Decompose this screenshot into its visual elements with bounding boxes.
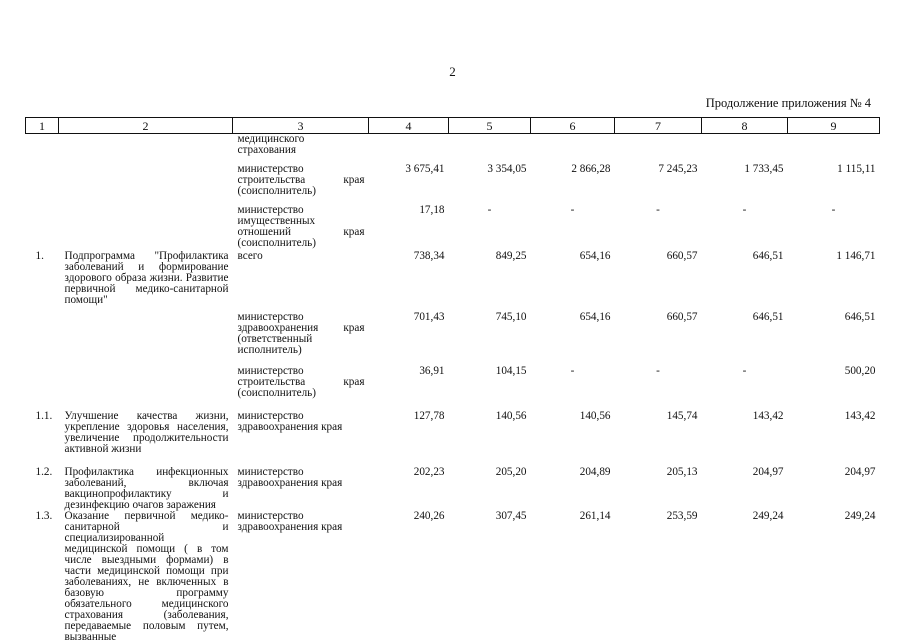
page-number: 2 xyxy=(449,64,456,79)
measure-name: Оказание первичной медико-санитарной и специализированной медицинской помощи ( в том числе выездными формами) в части медицинской помощи при заболеваниях, не включенных в базовую программу обязательного медицинского страхования (заболевания, передаваемые половым путем, вызванные xyxy=(64,510,229,643)
year-amount: 104,15 xyxy=(495,365,527,377)
year-amount: 307,45 xyxy=(495,510,527,522)
year-amount: 17,18 xyxy=(419,204,445,216)
measure-name xyxy=(59,156,233,197)
row-number: 1.2. xyxy=(35,466,53,478)
table-row xyxy=(26,455,880,511)
year-amount: 1 733,45 xyxy=(744,163,784,175)
executor: министерство здравоохранения края xyxy=(237,466,343,489)
table-row xyxy=(26,197,880,249)
measure-name xyxy=(59,356,233,399)
year-amount: 646,51 xyxy=(752,250,784,262)
table-row xyxy=(26,511,880,643)
measure-name: Улучшение качества жизни, укрепление здоровья населения, увеличение продолжительности активной жизни xyxy=(64,410,229,455)
appendix-caption: Продолжение приложения № 4 xyxy=(705,96,871,110)
year-amount: 660,57 xyxy=(666,311,698,323)
year-amount: 204,97 xyxy=(752,466,784,478)
row-number: 1.3. xyxy=(35,510,53,522)
executor: министерство строительства края (соисполнитель) xyxy=(237,163,365,197)
year-amount: 646,51 xyxy=(752,311,784,323)
table-row xyxy=(26,249,880,306)
year-amount: 205,20 xyxy=(495,466,527,478)
year-amount: 204,97 xyxy=(844,466,876,478)
header-col-8: 8 xyxy=(702,118,788,134)
executor: министерство строительства края (соисполнитель) xyxy=(237,365,365,399)
year-amount: - xyxy=(656,204,660,216)
table-row xyxy=(26,356,880,399)
measure-name: Профилактика инфекционных заболеваний, включая вакцинопрофилактику и дезинфекцию очагов заражения xyxy=(64,466,229,511)
row-number xyxy=(26,356,59,399)
header-col-5: 5 xyxy=(449,118,531,134)
year-amount: - xyxy=(656,365,660,377)
year-amount: 253,59 xyxy=(666,510,698,522)
executor: министерство здравоохранения края xyxy=(237,510,343,533)
year-amount: 660,57 xyxy=(666,250,698,262)
year-amount: 140,56 xyxy=(579,410,611,422)
year-amount: 240,26 xyxy=(413,510,445,522)
year-amount: 3 354,05 xyxy=(487,163,527,175)
year-amount: 249,24 xyxy=(752,510,784,522)
year-amount: - xyxy=(570,204,575,216)
year-amount: 2 866,28 xyxy=(571,163,611,175)
year-amount: 654,16 xyxy=(579,250,611,262)
measure-name xyxy=(59,197,233,249)
year-amount: - xyxy=(742,204,747,216)
measure-name: Подпрограмма "Профилактика заболеваний и формирование здорового образа жизни. Развитие первичной медико-санитарной помощи" xyxy=(64,250,229,306)
year-amount: - xyxy=(487,204,492,216)
table-row xyxy=(26,306,880,356)
row-number xyxy=(26,156,59,197)
header-col-6: 6 xyxy=(531,118,615,134)
header-col-4: 4 xyxy=(369,118,449,134)
year-amount: 249,24 xyxy=(844,510,876,522)
table-row xyxy=(26,156,880,197)
year-amount: 140,56 xyxy=(495,410,527,422)
year-amount: 261,14 xyxy=(579,510,611,522)
continuation-text: медицинского страхования xyxy=(237,133,305,156)
year-amount: 654,16 xyxy=(579,311,611,323)
year-amount: 36,91 xyxy=(419,365,445,377)
year-amount: 738,34 xyxy=(413,250,445,262)
year-amount: 205,13 xyxy=(666,466,698,478)
year-amount: - xyxy=(742,365,747,377)
continuation-row xyxy=(26,134,880,157)
year-amount: 143,42 xyxy=(752,410,784,422)
year-amount: 500,20 xyxy=(844,365,876,377)
year-amount: - xyxy=(831,204,836,216)
year-amount: 143,42 xyxy=(844,410,876,422)
year-amount: 646,51 xyxy=(844,311,876,323)
table-row xyxy=(26,399,880,455)
row-number: 1.1. xyxy=(35,410,53,422)
year-amount: 1 146,71 xyxy=(836,250,876,262)
year-amount: - xyxy=(570,365,575,377)
executor: всего xyxy=(237,250,263,262)
year-amount: 204,89 xyxy=(579,466,611,478)
executor: министерство имущественных отношений края (соисполнитель) xyxy=(237,204,365,249)
header-col-1: 1 xyxy=(26,118,59,134)
executor: министерство здравоохранения края (ответственный исполнитель) xyxy=(237,311,365,356)
executor: министерство здравоохранения края xyxy=(237,410,343,433)
year-amount: 202,23 xyxy=(413,466,445,478)
year-amount: 1 115,11 xyxy=(837,163,876,175)
year-amount: 701,43 xyxy=(413,311,445,323)
header-col-2: 2 xyxy=(59,118,233,134)
header-row xyxy=(26,118,880,134)
row-number: 1. xyxy=(35,250,44,262)
header-col-3: 3 xyxy=(233,118,369,134)
year-amount: 745,10 xyxy=(495,311,527,323)
measure-name xyxy=(59,306,233,356)
year-amount: 127,78 xyxy=(413,410,445,422)
year-amount: 849,25 xyxy=(495,250,527,262)
year-amount: 7 245,23 xyxy=(658,163,698,175)
budget-table xyxy=(25,117,880,643)
row-number xyxy=(26,197,59,249)
year-amount: 145,74 xyxy=(666,410,698,422)
header-col-9: 9 xyxy=(788,118,880,134)
year-amount: 3 675,41 xyxy=(405,163,445,175)
header-col-7: 7 xyxy=(615,118,702,134)
row-number xyxy=(26,306,59,356)
